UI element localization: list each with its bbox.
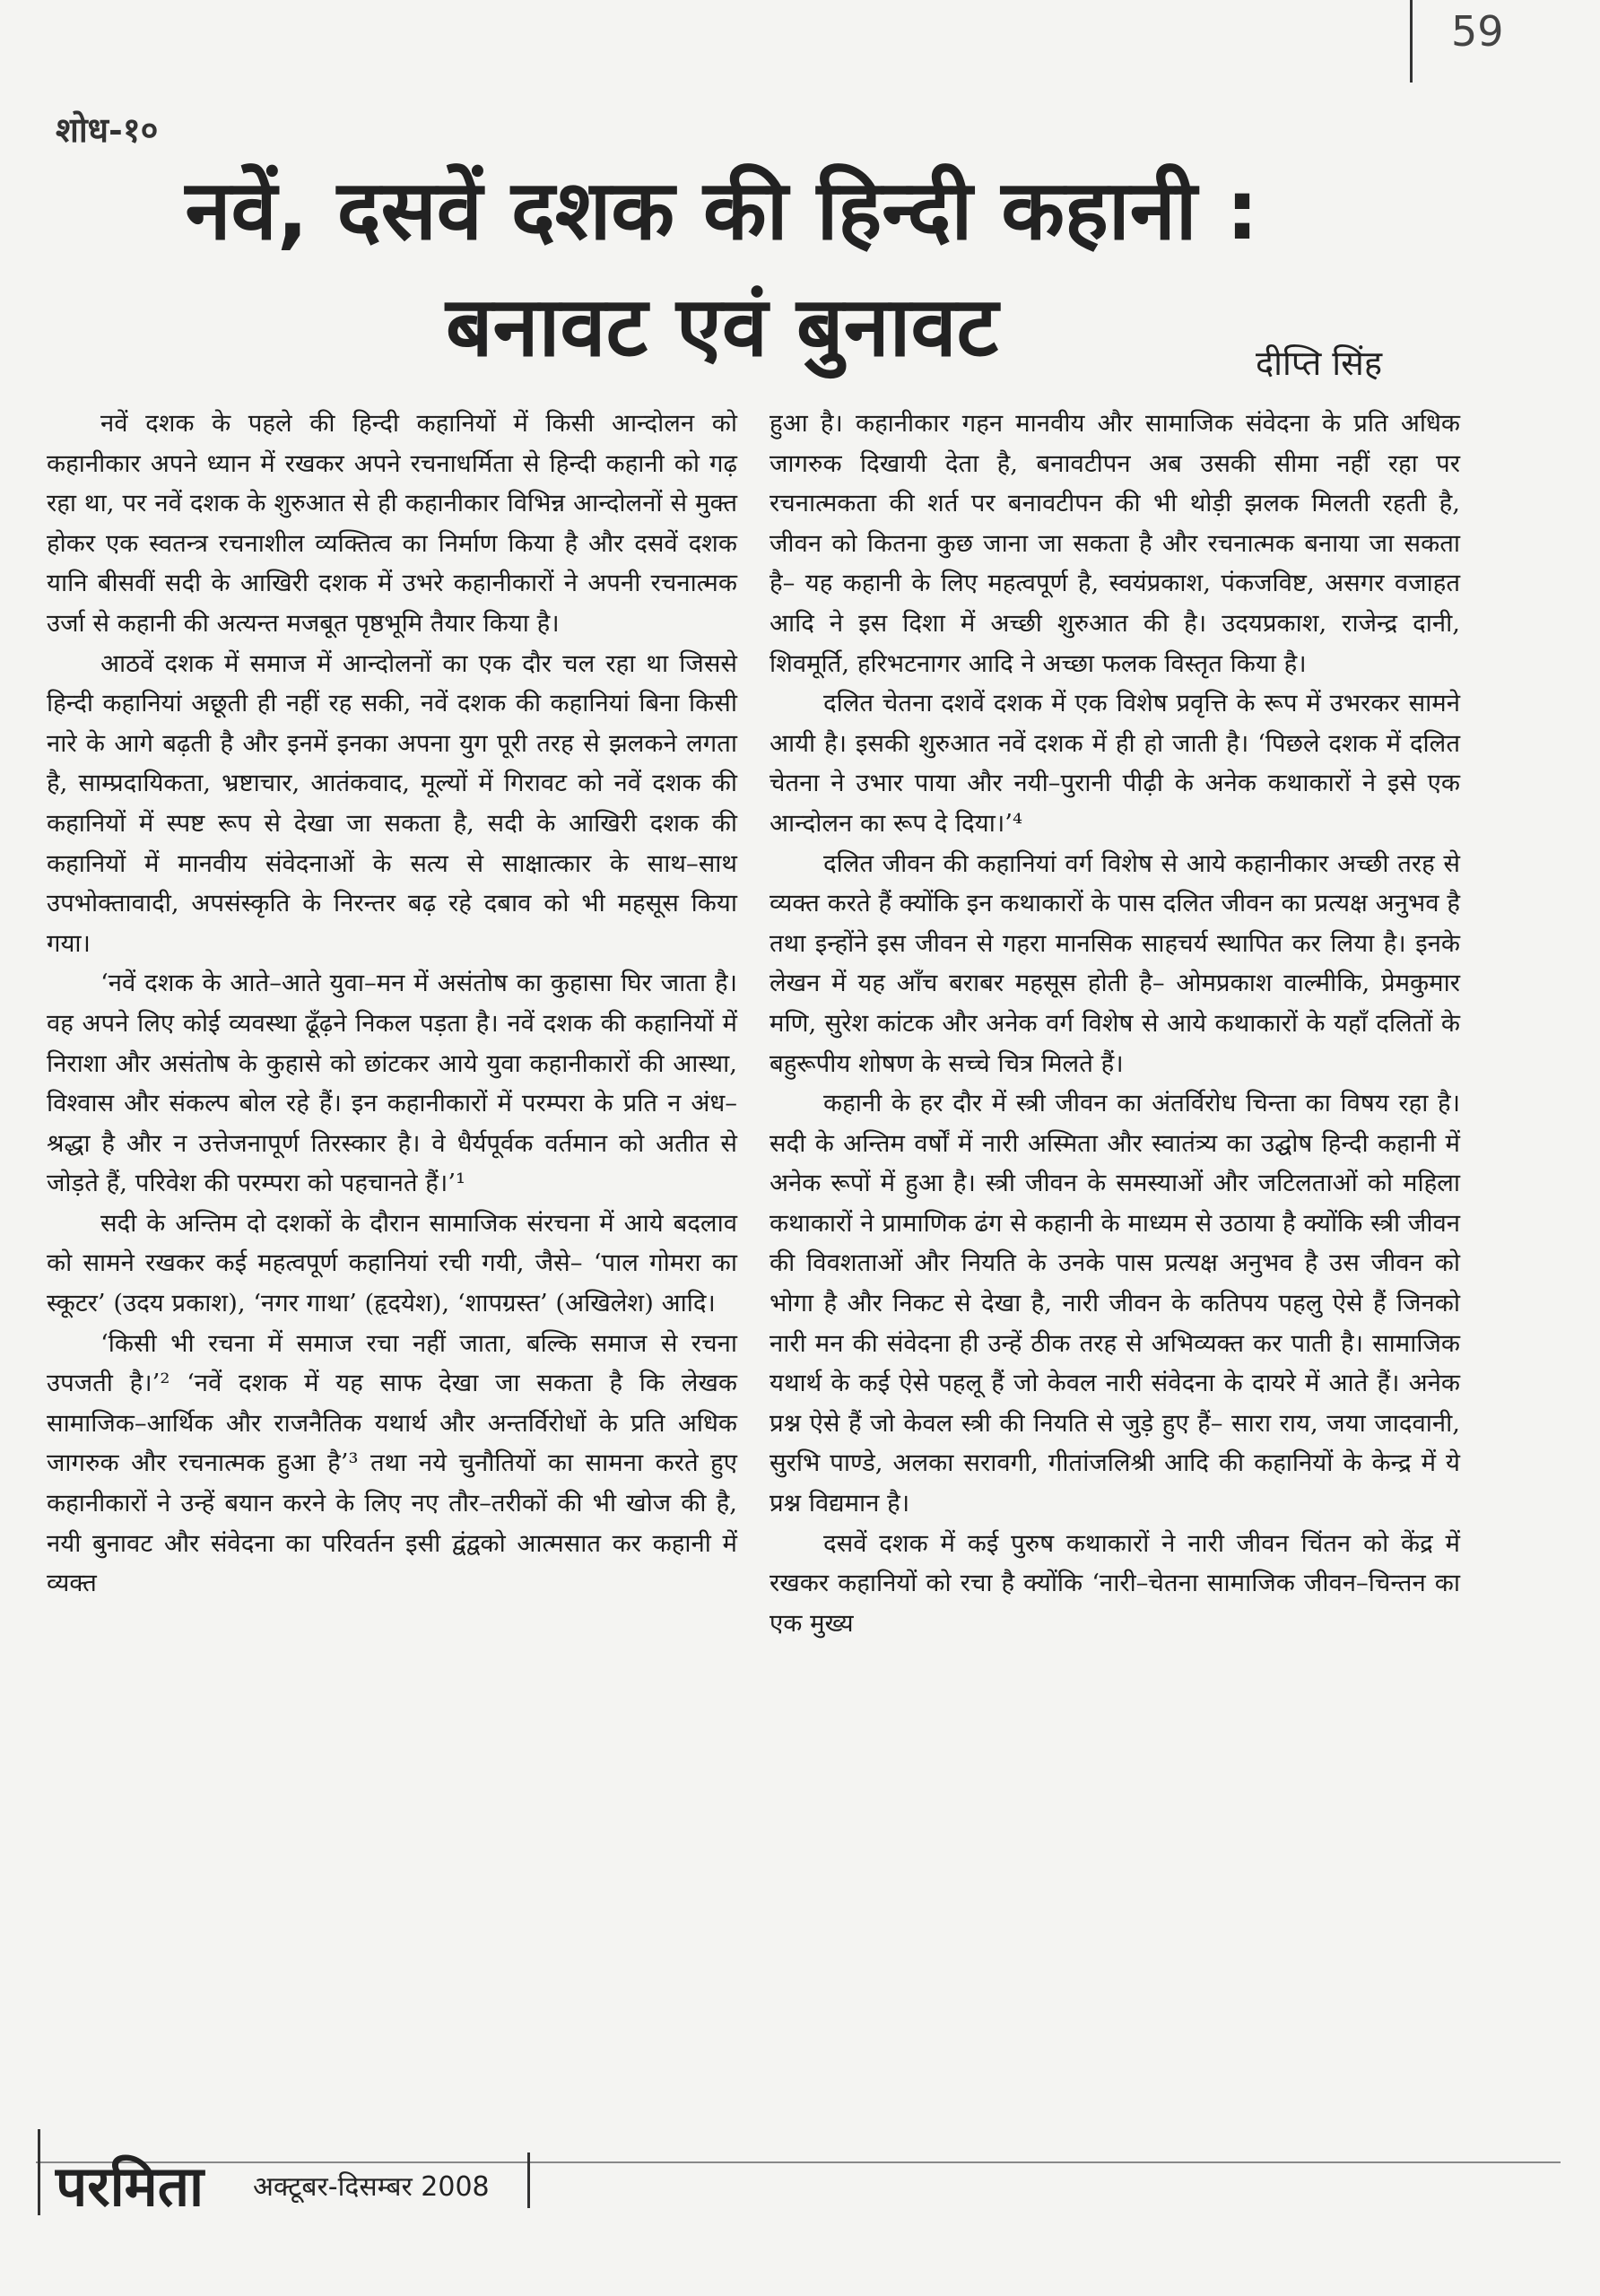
right-column	[770, 404, 1460, 1643]
page-number: 59	[1451, 7, 1504, 56]
paragraph: सदी के अन्तिम दो दशकों के दौरान सामाजिक संरचना में आये बदलाव को सामने रखकर कई महत्वपूर्ण कहानियां रची गयी, जैसे– ‘पाल गोमरा का स्कूटर’ (उदय प्रकाश), ‘नगर गाथा’ (हृदयेश), ‘शापग्रस्त’ (अखिलेश) आदि।	[47, 1208, 737, 1318]
footer-right-bar	[527, 2152, 530, 2208]
footer-left-bar	[38, 2129, 40, 2215]
magazine-logo: परमिता	[56, 2153, 204, 2219]
paragraph: ‘किसी भी रचना में समाज रचा नहीं जाता, बल्कि समाज से रचना उपजती है।’² ‘नवें दशक में यह साफ देखा जा सकता है कि लेखक सामाजिक–आर्थिक और राजनैतिक यथार्थ और अन्तर्विरोधों के प्रति अधिक जागरुक और रचनात्मक हुआ है’³ तथा नये चुनौतियों का सामना करते हुए कहानीकारों ने उन्हें बयान करने के लिए नए तौर–तरीकों की भी खोज की है, नयी बुनावट और संवेदना का परिवर्तन इसी द्वंद्वको आत्मसात कर कहानी में व्यक्त	[47, 1328, 737, 1598]
section-label: शोध-१०	[56, 109, 159, 150]
paragraph: नवें दशक के पहले की हिन्दी कहानियों में किसी आन्दोलन को कहानीकार अपने ध्यान में रखकर अपने रचनाधर्मिता से हिन्दी कहानी को गढ़ रहा था, पर नवें दशक के शुरुआत से ही कहानीकार विभिन्न आन्दोलनों से मुक्त होकर एक स्वतन्त्र रचनाशील व्यक्तित्व का निर्माण किया है और दसवें दशक यानि बीसवीं सदी के आखिरी दशक में उभरे कहानीकारों ने अपनी रचनात्मक उर्जा से कहानी की अत्यन्त मजबूत पृष्ठभूमि तैयार किया है।	[47, 409, 737, 638]
paragraph: हुआ है। कहानीकार गहन मानवीय और सामाजिक संवेदना के प्रति अधिक जागरुक दिखायी देता है, बनावटीपन अब उसकी सीमा नहीं रहा पर रचनात्मकता की शर्त पर बनावटीपन की भी थोड़ी झलक मिलती रहती है, जीवन को कितना कुछ जाना जा सकता है और रचनात्मक बनाया जा सकता है– यह कहानी के लिए महत्वपूर्ण है, स्वयंप्रकाश, पंकजविष्ट, असगर वजाहत आदि ने इस दिशा में अच्छी शुरुआत की है। उदयप्रकाश, राजेन्द्र दानी, शिवमूर्ति, हरिभटनागर आदि ने अच्छा फलक विस्तृत किया है।	[770, 409, 1460, 678]
left-column	[47, 404, 737, 1604]
paragraph: दलित चेतना दशवें दशक में एक विशेष प्रवृत्ति के रूप में उभरकर सामने आयी है। इसकी शुरुआत नवें दशक में ही हो जाती है। ‘पिछले दशक में दलित चेतना ने उभार पाया और नयी–पुरानी पीढ़ी के अनेक कथाकारों ने इसे एक आन्दोलन का रूप दे दिया।’⁴	[770, 689, 1460, 838]
paragraph: दलित जीवन की कहानियां वर्ग विशेष से आये कहानीकार अच्छी तरह से व्यक्त करते हैं क्योंकि इन कथाकारों के पास दलित जीवन का प्रत्यक्ष अनुभव है तथा इन्होंने इस जीवन से गहरा मानसिक साहचर्य स्थापित कर लिया है। इनके लेखन में यह आँच बराबर महसूस होती है– ओमप्रकाश वाल्मीकि, प्रेमकुमार मणि, सुरेश कांटक और अनेक वर्ग विशेष से आये कथाकारों के यहाँ दलितों के बहुरूपीय शोषण के सच्चे चित्र मिलते हैं।	[770, 848, 1460, 1078]
paragraph: ‘नवें दशक के आते–आते युवा–मन में असंतोष का कुहासा घिर जाता है। वह अपने लिए कोई व्यवस्था ढूँढ़ने निकल पड़ता है। नवें दशक की कहानियों में निराशा और असंतोष के कुहासे को छांटकर आये युवा कहानीकारों की आस्था, विश्वास और संकल्प बोल रहे हैं। इन कहानीकारों में परम्परा के प्रति न अंध–श्रद्धा है और न उत्तेजनापूर्ण तिरस्कार है। वे धैर्यपूर्वक वर्तमान को अतीत से जोड़ते हैं, परिवेश की परम्परा को पहचानते हैं।’¹	[47, 969, 737, 1198]
paragraph: दसवें दशक में कई पुरुष कथाकारों ने नारी जीवन चिंतन को केंद्र में रखकर कहानियों को रचा है क्योंकि ‘नारी–चेतना सामाजिक जीवन–चिन्तन का एक मुख्य	[770, 1528, 1460, 1638]
page-number-divider	[1410, 0, 1413, 83]
issue-date: अक्टूबर-दिसम्बर 2008	[253, 2171, 490, 2203]
paragraph: कहानी के हर दौर में स्त्री जीवन का अंतर्विरोध चिन्ता का विषय रहा है। सदी के अन्तिम वर्षों में नारी अस्मिता और स्वातंत्र्य का उद्घोष हिन्दी कहानी में अनेक रूपों में हुआ है। स्त्री जीवन के समस्याओं और जटिलताओं को महिला कथाकारों ने प्रामाणिक ढंग से कहानी के माध्यम से उठाया है क्योंकि स्त्री जीवन की विवशताओं और नियति के उनके पास प्रत्यक्ष अनुभव है उस जीवन को भोगा है और निकट से देखा है, नारी जीवन के कतिपय पहलु ऐसे हैं जिनको नारी मन की संवेदना ही उन्हें ठीक तरह से अभिव्यक्त कर पाती है। सामाजिक यथार्थ के कई ऐसे पहलू हैं जो केवल नारी संवेदना के दायरे में आते हैं। अनेक प्रश्न ऐसे हैं जो केवल स्त्री की नियति से जुड़े हुए हैं– सारा राय, जया जादवानी, सुरभि पाण्डे, अलका सरावगी, गीतांजलिश्री आदि की कहानियों के केन्द्र में ये प्रश्न विद्यमान है।	[770, 1089, 1460, 1518]
article-title: नवें, दसवें दशक की हिन्दी कहानी : बनावट एवं बुनावट	[185, 162, 1259, 375]
author-name: दीप्ति सिंह	[1256, 344, 1383, 383]
paragraph: आठवें दशक में समाज में आन्दोलनों का एक दौर चल रहा था जिससे हिन्दी कहानियां अछूती ही नहीं रह सकी, नवें दशक की कहानियां बिना किसी नारे के आगे बढ़ती है और इनमें इनका अपना युग पूरी तरह से झलकने लगता है, साम्प्रदायिकता, भ्रष्टाचार, आतंकवाद, मूल्यों में गिरावट को नवें दशक की कहानियों में स्पष्ट रूप से देखा जा सकता है, सदी के आखिरी दशक की कहानियों में मानवीय संवेदनाओं के सत्य से साक्षात्कार के साथ–साथ उपभोक्तावादी, अपसंस्कृति के निरन्तर बढ़ रहे दबाव को भी महसूस किया गया।	[47, 648, 737, 958]
footer-divider	[36, 2161, 1561, 2163]
